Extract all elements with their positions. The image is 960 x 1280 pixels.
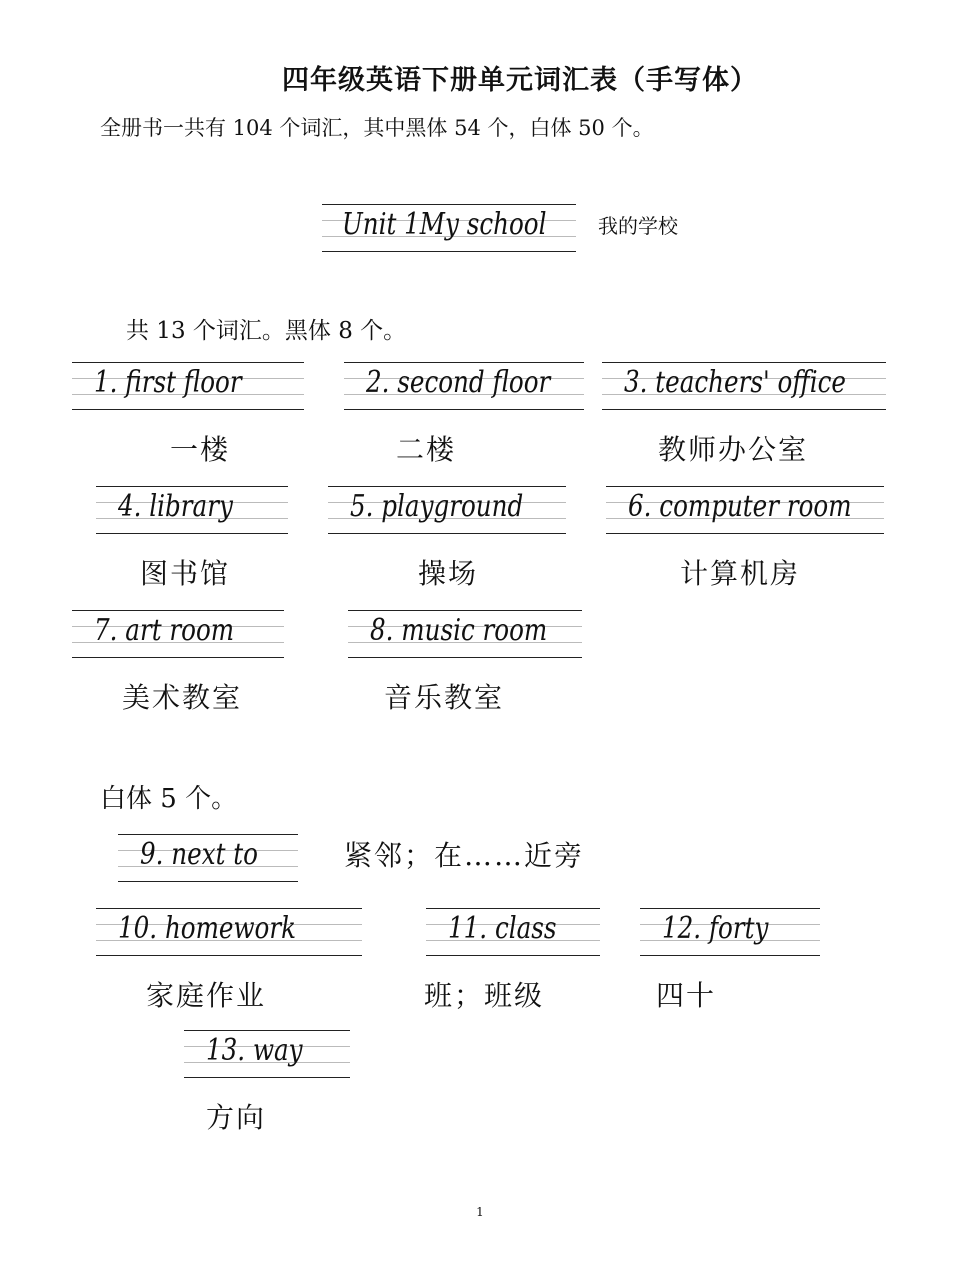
word-english-7: 7. art room: [94, 613, 235, 648]
word-chinese-1: 一楼: [170, 433, 231, 466]
vocabulary-summary: 全册书一共有 104 个词汇，其中黑体 54 个，白体 50 个。: [100, 116, 654, 140]
word-chinese-7: 美术教室: [122, 681, 243, 714]
word-chinese-9: 紧邻；在……近旁: [344, 839, 585, 872]
word-lines-5: [328, 486, 566, 534]
word-english-1: 1. first floor: [94, 365, 242, 400]
word-english-5: 5. playground: [350, 489, 524, 524]
word-chinese-10: 家庭作业: [146, 979, 267, 1012]
word-lines-13: [184, 1030, 350, 1078]
word-lines-4: [96, 486, 288, 534]
word-chinese-13: 方向: [206, 1101, 267, 1134]
word-english-2: 2. second floor: [366, 365, 551, 400]
word-lines-3: [602, 362, 886, 410]
word-english-8: 8. music room: [370, 613, 548, 648]
word-chinese-5: 操场: [418, 557, 479, 590]
word-lines-8: [348, 610, 582, 658]
word-english-4: 4. library: [118, 489, 233, 524]
word-chinese-8: 音乐教室: [384, 681, 505, 714]
word-chinese-3: 教师办公室: [658, 433, 809, 466]
word-lines-10: [96, 908, 362, 956]
word-lines-12: [640, 908, 820, 956]
word-lines-11: [426, 908, 600, 956]
word-lines-9: [118, 834, 298, 882]
word-english-3: 3. teachers' office: [624, 365, 846, 400]
word-lines-2: [344, 362, 584, 410]
word-english-11: 11. class: [448, 911, 557, 946]
bold-word-count: 共 13 个词汇。黑体 8 个。: [126, 318, 407, 344]
word-chinese-6: 计算机房: [680, 557, 801, 590]
word-lines-1: [72, 362, 304, 410]
word-chinese-12: 四十: [656, 979, 717, 1012]
word-english-13: 13. way: [206, 1033, 303, 1068]
page-title: 四年级英语下册单元词汇表（手写体）: [282, 65, 758, 96]
word-lines-7: [72, 610, 284, 658]
word-chinese-2: 二楼: [396, 433, 457, 466]
word-lines-6: [606, 486, 884, 534]
word-chinese-4: 图书馆: [140, 557, 231, 590]
word-english-10: 10. homework: [118, 911, 297, 946]
word-english-9: 9. next to: [140, 837, 258, 872]
word-chinese-11: 班；班级: [424, 979, 545, 1012]
unit-title-chinese: 我的学校: [598, 214, 678, 238]
page-number: 1: [476, 1205, 484, 1219]
unit-title: Unit 1My school: [342, 207, 547, 242]
plain-word-count: 白体 5 个。: [100, 784, 238, 814]
unit-title-lines: [322, 204, 576, 252]
word-english-6: 6. computer room: [628, 489, 852, 524]
word-english-12: 12. forty: [662, 911, 769, 946]
